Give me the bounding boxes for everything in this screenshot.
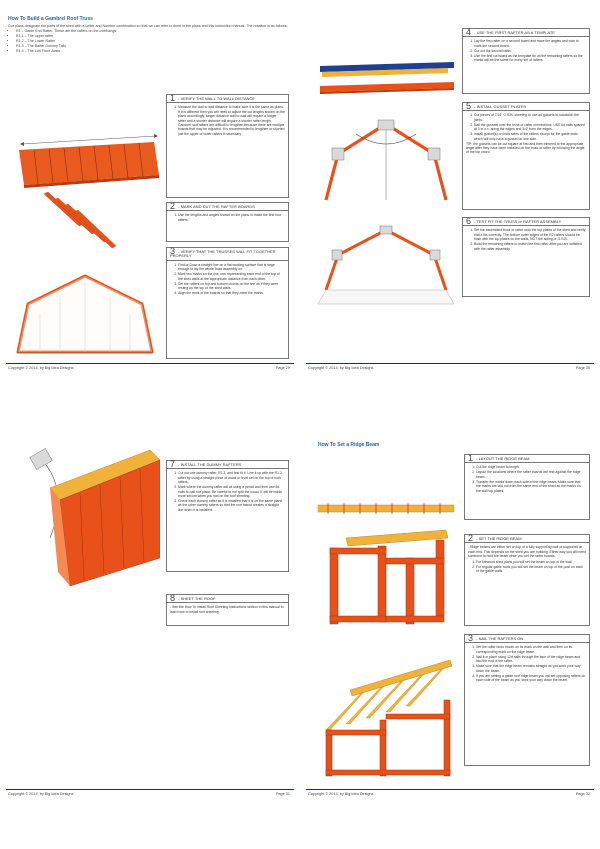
- list-item: • R1.3 – The Rafter Dummy Tails: [16, 44, 290, 49]
- list-item: 3. Use the first cut board as the template for all the remaining rafters so the marks will be the same for every set of rafters.: [474, 54, 586, 63]
- step-box-7: [166, 460, 289, 572]
- step-number: 3: [468, 633, 474, 643]
- list-item: 1. For firewood shed plans you will set the beam on top of the wall.: [476, 560, 586, 564]
- step-header: [167, 248, 288, 261]
- step-body: - See the How To Install Roof Sheeting instructions section in this manual to learn how to install roof sheeting.: [170, 605, 284, 614]
- wall-rafters-illustration: [14, 130, 164, 190]
- copyright: Copyright © 2014, by Big Idea Designs: [8, 366, 74, 370]
- list-item: • R1.4 – The Loft Floor Joists: [16, 49, 290, 54]
- list-item: 1. Set the assembled truss or rafter onto the top plates of the shed and verify that it fits correctly. The bottom outer edges of the R2 rafters should be flush with the top plates on the walls, NOT the siding or O.S.B.: [474, 228, 586, 241]
- step-header: [167, 203, 288, 211]
- step-list: [468, 560, 586, 574]
- list-item: 2. For regular gable roofs you will set the beam on top of the post on each of the gable walls.: [476, 565, 586, 574]
- step-title: - LAYOUT THE RIDGE BEAM: [475, 456, 530, 461]
- step-list: [170, 263, 285, 296]
- step-box-5: [462, 102, 590, 210]
- step-number: 3: [170, 246, 176, 256]
- intro-paragraph: Our plans designate the parts of the shed with a Letter and Number combination so that we can refer to them in the plans and this instruction manual. The notation is as follows:: [8, 24, 288, 28]
- step-title: - NAIL THE RAFTERS ON: [475, 636, 524, 641]
- step-box-4: [462, 28, 590, 94]
- list-item: • R1.1 – The upper rafter: [16, 34, 290, 39]
- step-title: - INSTALL GUSSET PLATES: [473, 104, 526, 109]
- step-title: - VERIFY THAT THE TRUSSES WILL FIT TOGETHER PROPERLY: [170, 249, 276, 259]
- step-title: - VERIFY THE WALL TO WALL DISTANCE: [177, 96, 255, 101]
- notation-list: [8, 29, 290, 54]
- step-header: [463, 218, 589, 226]
- step-box-2: [166, 202, 289, 242]
- page-31: [6, 438, 294, 798]
- step-box-6: [462, 217, 590, 297]
- step-title: - SHEET THE ROOF: [177, 596, 216, 601]
- step-header: [167, 595, 288, 603]
- list-item: 1. Cut out one dummy rafter, R1.3, and test fit it. Line it up with the R1.2 rafter by using a straight piece of wood or level set on the top of both rafters.: [178, 471, 285, 484]
- step-header: [167, 461, 288, 469]
- page-number: Page 29: [275, 366, 290, 370]
- ridge-beam-layout-illustration: [316, 498, 456, 520]
- list-item: 4. Align the ends of the boards so that they meet the marks.: [178, 291, 285, 295]
- step-header: [465, 455, 589, 463]
- page-number: Page 30: [575, 366, 590, 370]
- step-title: - MARK AND CUT THE RAFTER BOARDS: [177, 204, 255, 209]
- step-list: [170, 471, 285, 512]
- page-footer: [306, 789, 594, 798]
- step-header: [463, 29, 589, 37]
- list-item: 2. Cut out the second rafter.: [474, 49, 586, 53]
- step-number: 1: [170, 93, 176, 103]
- page-title: How To Set a Ridge Beam: [318, 442, 380, 448]
- list-item: 4. If you are setting a gable roof ridge beam you will set opposing rafters on each side of the beam as you work your way down the beam.: [476, 674, 586, 683]
- step-list: [466, 228, 586, 251]
- rafter-boards-illustration: [38, 192, 118, 252]
- list-item: 1. Set the rafter birds mouth on its mark on the wall and then on its corresponding mark on the ridge beam.: [476, 645, 586, 654]
- step-box-8: [166, 594, 289, 626]
- list-item: • R1 – Gable End Rafter. These are the rafters on the overhangs.: [16, 29, 290, 34]
- list-item: 1. Use the lengths and angles shown on the plans to make the first four rafters.: [178, 213, 285, 222]
- step-number: 2: [170, 201, 176, 211]
- step-list: [466, 113, 586, 141]
- page-number: Page 31: [275, 792, 290, 796]
- step-number: 5: [466, 101, 472, 111]
- step-header: [463, 103, 589, 111]
- step-title: - INSTALL THE DUMMY RAFTERS: [177, 462, 242, 467]
- test-fit-illustration: [316, 220, 456, 320]
- step-header: [465, 535, 589, 543]
- rafters-nailed-illustration: [320, 650, 460, 780]
- intro-text: [8, 24, 290, 54]
- step-list: [468, 465, 586, 493]
- page-footer: [306, 363, 594, 372]
- list-item: 1. Measure the wall to wall distance to make sure it is the same as plans. If it is different then you will need to adjust the cut lengths shown on the plans accordingly, longer distance wall to wall will require a longer rafter and a shorter distance will require a shorter rafter length. Gambrel roof rafters are difficult to lengthen because there are multiple boards that may be adjusted. It is recommended to lengthen or shorten just the upper or lower rafters if necessary.: [178, 105, 285, 136]
- list-item: 2. Nail it in place using 12d nails through the face of the ridge beam and into the end of the rafter.: [476, 655, 586, 664]
- page-30: [306, 12, 594, 372]
- list-item: 3. Set the rafters on top and bottom chords on the line as if they were resting on the top of the shed walls.: [178, 282, 285, 291]
- copyright: Copyright © 2014, by Big Idea Designs: [308, 366, 374, 370]
- step-number: 8: [170, 593, 176, 603]
- list-item: 2. Layout the locations where the rafter boards will rest against the ridge beam.: [476, 470, 586, 479]
- page-number: Page 32: [575, 792, 590, 796]
- step-number: 6: [466, 216, 472, 226]
- list-item: 1. Cut the ridge beam to length.: [476, 465, 586, 469]
- list-item: 2. Nail the gussets over the truss or rafter connections. USE 6d nails spaced at 3 in o.c. along the edges and 3/4" from the edges.: [474, 123, 586, 132]
- step-title: - USE THE FIRST RAFTER AS A TEMPLATE: [473, 30, 555, 35]
- ridge-beam-set-illustration: [326, 528, 456, 628]
- step-header: [167, 95, 288, 103]
- list-item: 2. Mark where the dummy rafter will sit using a pencil and then use 8d nails to nail it in place. Be careful to not split the wood. It will be made more secure when you nail on the roof sheeting.: [178, 485, 285, 498]
- list-item: 2. Build the remaining rafters to match the first rafter after you are satisfied with the rafter assembly.: [474, 242, 586, 251]
- page-footer: [6, 363, 294, 372]
- list-item: 3. Transfer the marks down each side of the ridge beam. Make sure that the marks are laid out from the same end of the shed as the marks on the wall top plates.: [476, 480, 586, 493]
- step-title: - TEST FIT THE TRUSS or RAFTER ASSEMBLY: [473, 219, 562, 224]
- list-item: 1. Cut pieces of 7/16" O.S.B. sheeting to use as gussets to sandwich the joints.: [474, 113, 586, 122]
- step-box-ridge-1: [464, 454, 590, 520]
- step-list: [466, 39, 586, 62]
- step-header: [465, 635, 589, 643]
- step-number: 7: [170, 459, 176, 469]
- copyright: Copyright © 2014, by Big Idea Designs: [8, 792, 74, 796]
- step-title: - SET THE RIDGE BEAM: [475, 536, 522, 541]
- list-item: 1. Find or Draw a straight line on a flat working surface that is large enough to lay the whole truss assembly on.: [178, 263, 285, 272]
- list-item: • R1.2 – The Lower Rafter: [16, 39, 290, 44]
- step-list: [170, 105, 285, 136]
- page-29: [6, 12, 294, 372]
- list-item: 1. Lay the first rafter on a second board and trace the angles and cuts to mark the second board.: [474, 39, 586, 48]
- tip-text: TIP: the gussets can be cut square at first and then trimmed to the appropriate angle after they have been installed on the truss or rafter by following the angle of the top chord.: [466, 141, 585, 155]
- step-number: 2: [468, 533, 474, 543]
- step-list: [170, 213, 285, 222]
- list-item: 3. Install gusset(s) on both sides of the rafters except for the gable ends which will only have a gusset on one side.: [474, 132, 586, 141]
- step-list: [468, 645, 586, 682]
- list-item: 3. Check each dummy rafter as it is installed that it is on the same plane as the other dummy rafters so that the roof fascia creates a straight line when it is installed.: [178, 499, 285, 512]
- step-box-1: [166, 94, 289, 198]
- step-number: 1: [468, 453, 474, 463]
- copyright: Copyright © 2014, by Big Idea Designs: [308, 792, 374, 796]
- step-box-ridge-2: [464, 534, 590, 626]
- gambrel-truss-illustration: [10, 264, 160, 360]
- page-title: How To Build a Gambrel Roof Truss: [8, 16, 93, 22]
- list-item: 3. Make sure that the ridge beam remains straight as you work your way down the beam.: [476, 664, 586, 673]
- step-box-ridge-3: [464, 634, 590, 766]
- page-footer: [6, 789, 294, 798]
- step-body: - Ridge beams are either set on top of a fully supporting wall or supported at each end. This depends on the shed you are building. Either way you will need someone to hold the beam while you set the rafter boards.: [468, 545, 586, 559]
- template-boards-illustration: [318, 60, 458, 100]
- list-item: 2. Mark two marks on the line, one representing each end of the top of the shed walls at the appropriate distance from each other.: [178, 272, 285, 281]
- gusset-rafter-illustration: [316, 114, 456, 204]
- page-32: [306, 438, 594, 798]
- step-number: 4: [466, 27, 472, 37]
- dummy-rafters-illustration: [10, 448, 160, 588]
- step-box-3: [166, 247, 289, 359]
